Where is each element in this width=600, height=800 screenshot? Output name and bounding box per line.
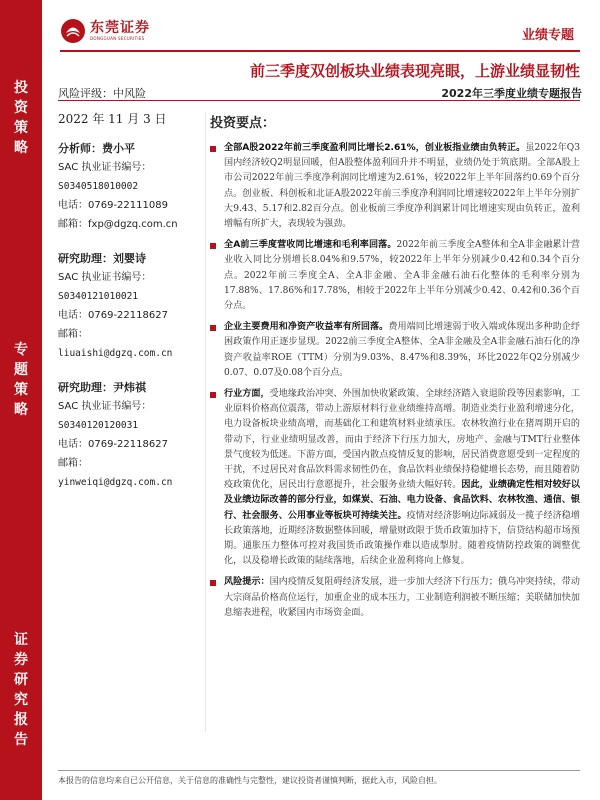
sidebar-char: 策	[14, 120, 28, 136]
sidebar-char: 略	[14, 402, 28, 418]
analyst-email-label: 邮箱：	[58, 458, 88, 469]
analyst-block	[58, 378, 196, 492]
analyst-phone: 电话：0769-22118627	[58, 439, 168, 450]
analyst-column	[58, 108, 196, 507]
highlight-text	[224, 238, 580, 314]
title-divider	[58, 100, 580, 101]
risk-rating: 风险评级：中风险	[58, 87, 146, 100]
analyst-email-label: 邮箱：	[58, 329, 88, 340]
sidebar-label-investment-strategy	[0, 78, 42, 158]
analyst-phone: 电话：0769-22111089	[58, 200, 168, 211]
sidebar-char: 券	[14, 652, 28, 668]
analyst-name: 研究助理：尹炜祺	[58, 381, 146, 394]
analyst-cert-label: SAC 执业证书编号：	[58, 162, 152, 173]
highlight-text	[224, 387, 580, 569]
sidebar-char: 究	[14, 692, 28, 708]
highlight-item	[210, 320, 580, 381]
bullet-square-icon	[210, 580, 216, 586]
highlight-lead: 企业主要费用和净资产收益率有所回落。	[224, 322, 389, 333]
report-date: 2022 年 11 月 3 日	[58, 112, 167, 126]
analyst-block	[58, 139, 196, 234]
bullet-square-icon	[210, 392, 216, 398]
bullet-square-icon	[210, 325, 216, 331]
highlight-text	[224, 141, 580, 232]
highlight-body: 2022年前三季度全A整体和全A非金融累计营业收入同比分别增长8.04%和9.57%，较2022年上半年分别减少0.42和0.34个百分点。2022年前三季度全A、全A非金融、全A非金融石油石化整体的毛利率分别为17.88%、17.86%和17.78%，相较于2022年上半年分别减少0.42、0.42和0.36个百分点。	[224, 240, 580, 312]
report-title: 前三季度双创板块业绩表现亮眼，上游业绩显韧性	[249, 62, 580, 80]
highlight-body: 国内疫情反复阻碍经济发展，进一步加大经济下行压力；俄乌冲突持续，带动大宗商品价格高位运行，加重企业的成本压力，工业制造利润被不断压缩；美联储加快加息缩表进程，收紧国内市场资金面。	[224, 577, 580, 618]
highlight-lead: 行业方面，	[224, 389, 270, 400]
sidebar-label-special-strategy	[0, 340, 42, 420]
analyst-cert: S0340120120031	[58, 420, 139, 431]
logo-icon	[60, 18, 86, 44]
sidebar-char: 证	[14, 632, 28, 648]
highlight-body: 受地缘政治冲突、外围加快收紧政策、全球经济踏入衰退阶段等因素影响，工业原料价格高位震荡，带动上游原材料行业业绩维持高增。制造业类行业盈利增速分化，电力设备板块业绩高增，而基础化工和建筑材料业绩承压。农林牧渔行业在猪周期开启的带动下，行业业绩明显改善，而由于经济下行压力加大，房地产、金融与TMT行业整体景气度较为低迷。下游方面，受国内散点疫情反复的影响，居民消费意愿受到一定程度的干扰，不过居民对食品饮料需求韧性仍在，食品饮料业绩保持稳健增长态势，而且随着防疫政策优化，居民出行意愿提升，社会服务业绩大幅好转。	[224, 389, 580, 491]
sidebar-char: 报	[14, 712, 28, 728]
company-logo	[60, 18, 150, 44]
logo-name-cn: 东莞证券	[90, 20, 150, 36]
report-subtitle: 2022年三季度业绩专题报告	[441, 87, 582, 100]
sidebar-char: 略	[14, 140, 28, 156]
sidebar-char: 投	[14, 80, 28, 96]
logo-text	[90, 20, 150, 42]
analyst-name: 分析师：费小平	[58, 142, 135, 155]
sidebar-char: 专	[14, 342, 28, 358]
bullet-square-icon	[210, 146, 216, 152]
analyst-email: yinweiqi@dgzq.com.cn	[58, 477, 173, 488]
highlight-item	[210, 387, 580, 569]
analyst-email: liuaishi@dgzq.com.cn	[58, 348, 173, 359]
report-type-label: 业绩专题	[521, 28, 574, 43]
highlight-text	[224, 320, 580, 381]
sidebar-char: 告	[14, 732, 28, 748]
highlight-item	[210, 141, 580, 232]
sidebar-char: 资	[14, 100, 28, 116]
analyst-block	[58, 249, 196, 363]
analyst-cert-label: SAC 执业证书编号：	[58, 401, 152, 412]
left-sidebar-band	[0, 0, 42, 800]
sidebar-char: 研	[14, 672, 28, 688]
analyst-name: 研究助理：刘婴诗	[58, 252, 146, 265]
sidebar-char: 策	[14, 382, 28, 398]
investment-highlights	[205, 112, 580, 732]
analyst-cert: S0340518010002	[58, 181, 139, 192]
highlight-item	[210, 238, 580, 314]
logo-name-en: DONGGUAN SECURITIES	[90, 36, 145, 41]
highlight-body-2: 疫情对经济影响边际减弱及一揽子经济稳增长政策落地，近期经济数据整体回暖，增量财政限于货币政策加持下，信贷结构超市场预期。通胀压力整体可控对我国货币政策操作难以造成掣肘。随着疫情防控政策的调整优化，以及稳增长政策的陆续落地，后续企业盈利将向上修复。	[224, 510, 580, 567]
sidebar-char: 题	[14, 362, 28, 378]
disclaimer-text: 本报告的信息均来自已公开信息，关于信息的准确性与完整性，建议投资者谨慎判断，据此入市，风险自担。	[58, 776, 442, 785]
highlight-body: 虽2022年Q3国内经济较Q2明显回暖，但A股整体盈利回升并不明显，业绩仍处于筑底期。全部A股上市公司2022年前三季度净利润同比增速为2.61%，较2022年上半年回落约0.69个百分点。创业板、科创板和北证A股2022年前三季度净利润同比增速较2022年上半年分别扩大9.43、5.17和2.82百分点。创业板前三季度净利润累计同比增速实现由负转正，盈利增幅有所扩大，表现较为强劲。	[224, 143, 580, 230]
analyst-cert: S0340121010021	[58, 291, 139, 302]
analyst-phone: 电话：0769-22118627	[58, 310, 168, 321]
footer-divider	[58, 770, 580, 771]
sidebar-label-research-report	[0, 630, 42, 750]
header-divider	[60, 50, 580, 52]
highlight-text	[224, 575, 580, 621]
section-heading: 投资要点：	[210, 116, 276, 131]
highlight-lead: 全部A股2022年前三季度盈利同比增长2.61%，创业板指业绩由负转正。	[224, 143, 526, 153]
highlight-lead: 全A前三季度营收同比增速和毛利率回落。	[224, 240, 397, 251]
bullet-square-icon	[210, 243, 216, 249]
highlight-lead: 风险提示：	[224, 577, 270, 588]
analyst-email: 邮箱：fxp@dgzq.com.cn	[58, 219, 178, 230]
highlight-body: 费用端同比增速弱于收入端或体现出多种助企纾困政策作用正逐步显现。2022前三季度全A整体、全A非金融及全A非金融石油石化的净资产收益率ROE（TTM）分别为9.03%、8.47%和8.39%，环比2022年Q2分别减少0.07、0.07及0.08个百分点。	[224, 322, 580, 378]
highlight-emphasis: 因此，业绩确定性相对较好以及业绩边际改善的部分行业，如煤炭、石油、电力设备、食品饮料、农林牧渔、通信、银行、社会服务、公用事业等板块可持续关注。	[224, 480, 580, 521]
analyst-cert-label: SAC 执业证书编号：	[58, 272, 152, 283]
page-header	[60, 14, 580, 50]
highlight-item	[210, 575, 580, 621]
